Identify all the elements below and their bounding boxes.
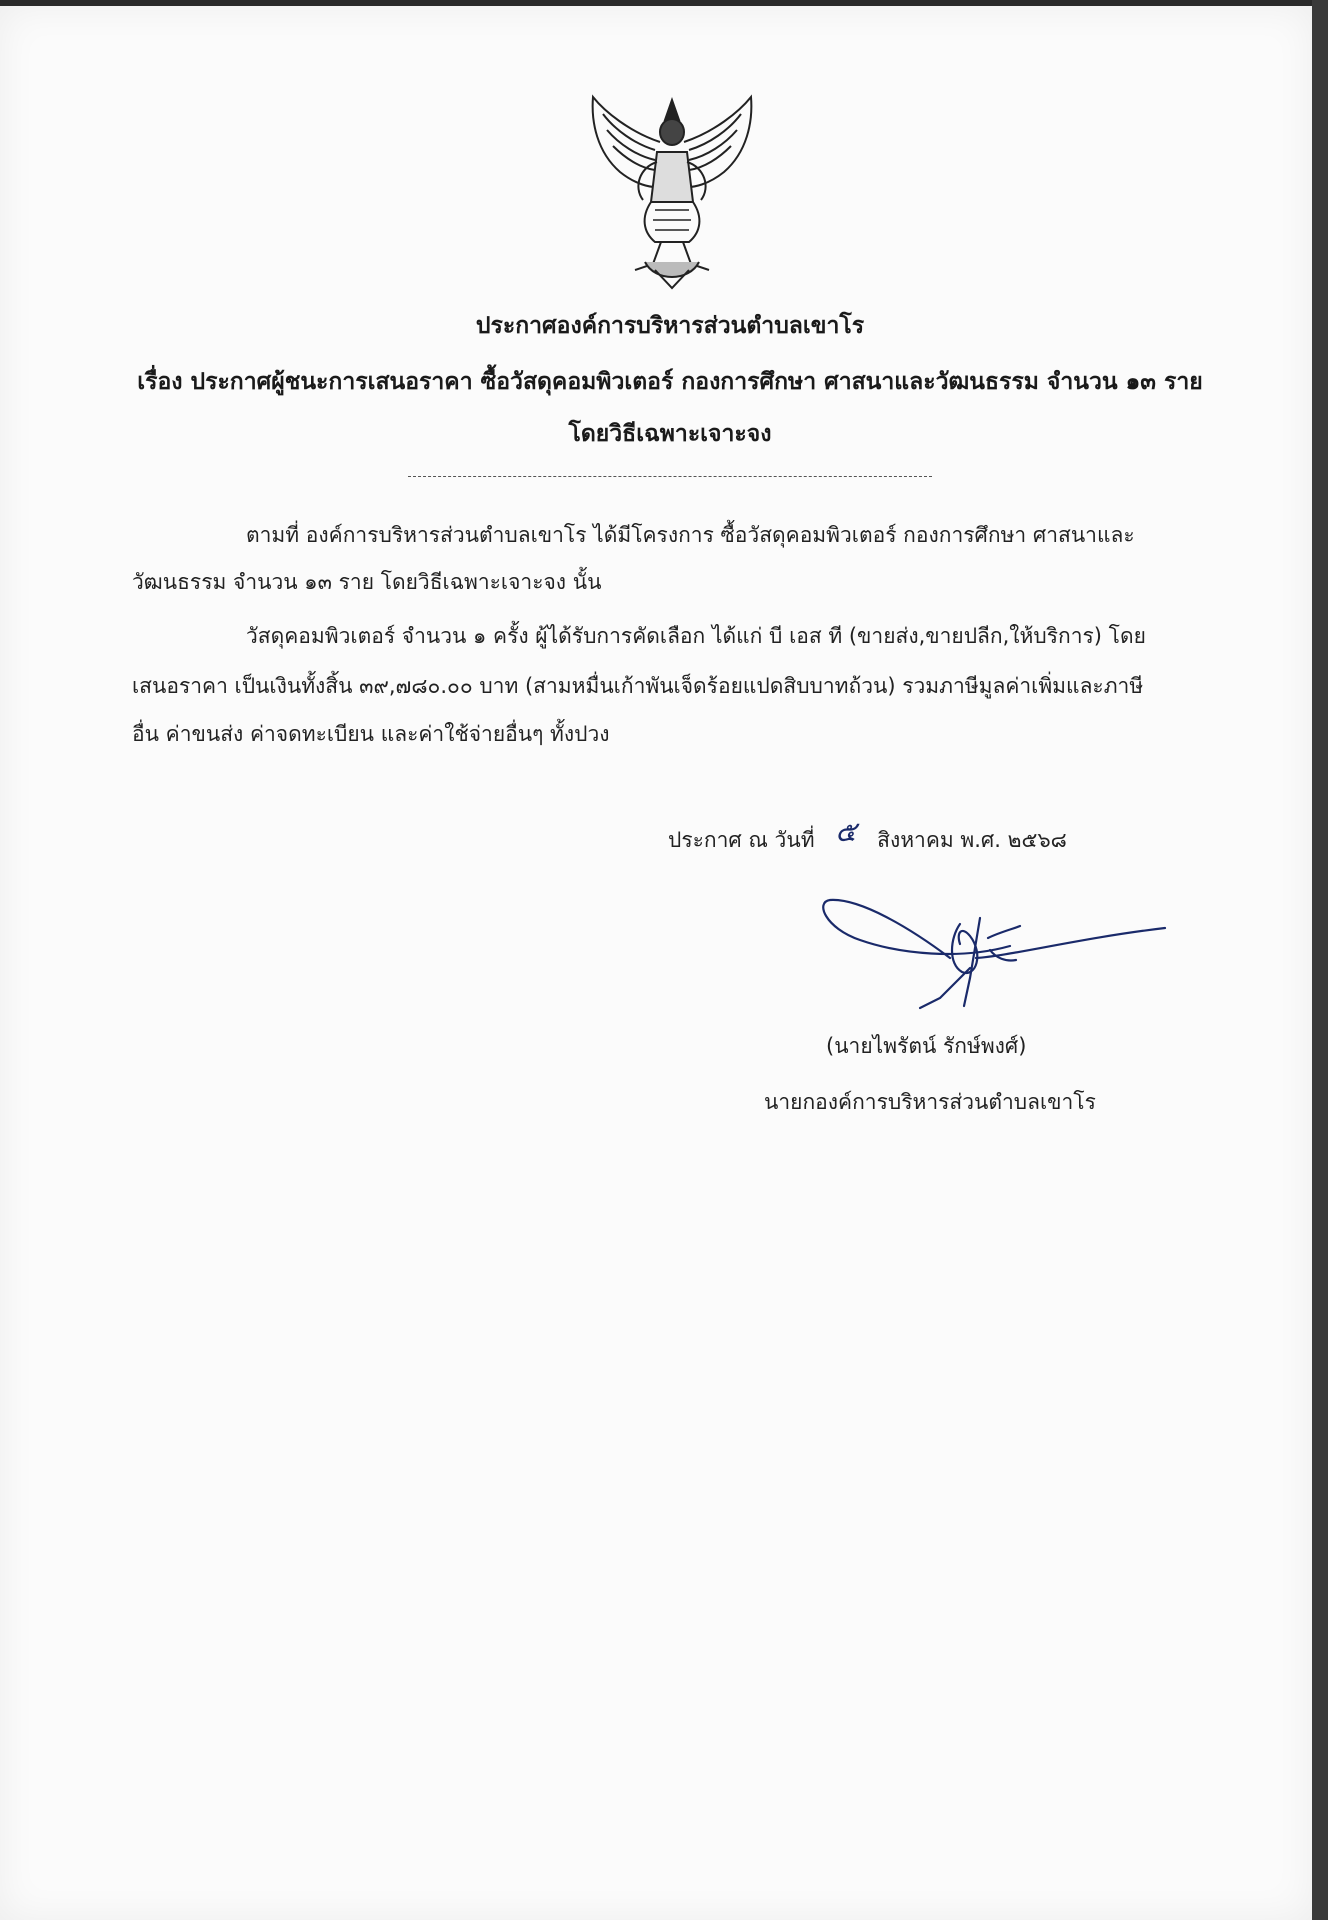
announce-day-handwritten: ๕ [835, 815, 857, 848]
announce-month-year: สิงหาคม พ.ศ. ๒๕๖๘ [877, 828, 1067, 852]
document-title: ประกาศองค์การบริหารส่วนตำบลเขาโร [475, 313, 865, 339]
announcement-date [668, 816, 1067, 860]
paragraph-1-line-2: วัฒนธรรม จำนวน ๑๓ ราย โดยวิธีเฉพาะเจาะจง นั้น [132, 570, 602, 594]
document-subject: เรื่อง ประกาศผู้ชนะการเสนอราคา ซื้อวัสดุคอมพิวเตอร์ กองการศึกษา ศาสนาและวัฒนธรรม จำนวน ๑๓ ราย [137, 369, 1203, 395]
divider [408, 476, 932, 477]
signer-name: (นายไพรัตน์ รักษ์พงศ์) [826, 1034, 1027, 1058]
paragraph-2-line-3: อื่น ค่าขนส่ง ค่าจดทะเบียน และค่าใช้จ่ายอื่นๆ ทั้งปวง [132, 722, 610, 746]
handwritten-signature [820, 888, 1170, 1018]
document-subject-method: โดยวิธีเฉพาะเจาะจง [568, 421, 772, 447]
garuda-emblem-icon [585, 92, 760, 292]
paragraph-2-line-1: วัสดุคอมพิวเตอร์ จำนวน ๑ ครั้ง ผู้ได้รับการคัดเลือก ได้แก่ บี เอส ที (ขายส่ง,ขายปลีก,ให้บริการ) โดย [246, 624, 1146, 648]
paragraph-1-line-1: ตามที่ องค์การบริหารส่วนตำบลเขาโร ได้มีโครงการ ซื้อวัสดุคอมพิวเตอร์ กองการศึกษา ศาสนาและ [246, 523, 1135, 547]
signer-position: นายกองค์การบริหารส่วนตำบลเขาโร [764, 1090, 1096, 1114]
announce-prefix: ประกาศ ณ วันที่ [668, 828, 815, 852]
paragraph-2-line-2: เสนอราคา เป็นเงินทั้งสิ้น ๓๙,๗๘๐.๐๐ บาท (สามหมื่นเก้าพันเจ็ดร้อยแปดสิบบาทถ้วน) รวมภาษีมูลค่าเพิ่มและภาษี [132, 674, 1144, 698]
scan-right-edge [1312, 0, 1328, 1920]
